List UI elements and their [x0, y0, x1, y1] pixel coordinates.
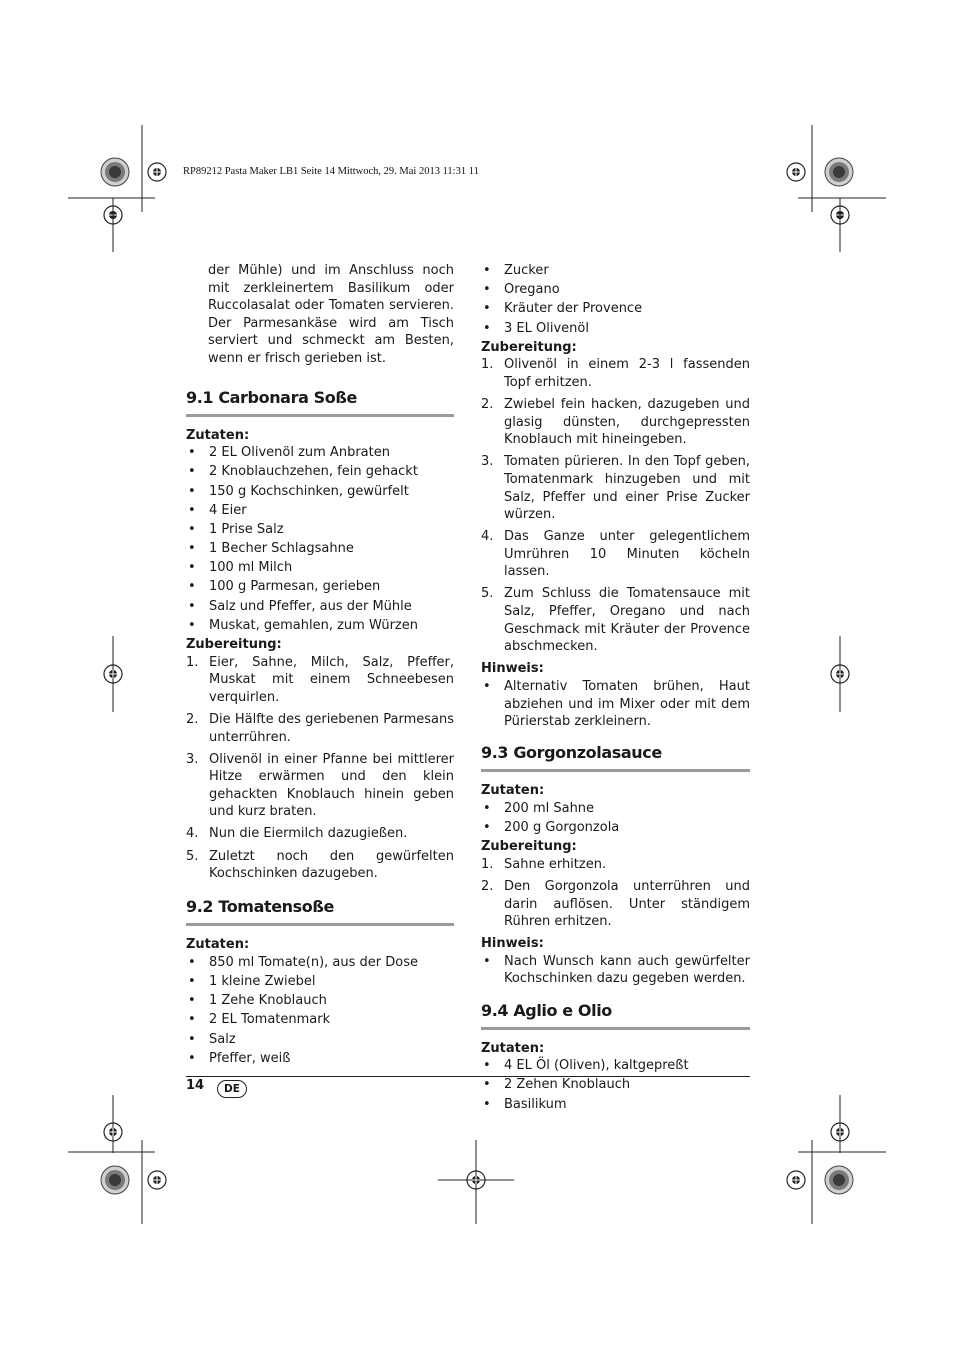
step-text: Sahne erhitzen.	[504, 856, 607, 872]
bullet-icon: •	[483, 1077, 491, 1093]
list-item	[481, 1096, 750, 1114]
registration-cross-icon	[148, 163, 166, 181]
step-item	[481, 453, 750, 523]
step-item	[481, 585, 750, 655]
list-item	[481, 800, 750, 818]
list-item-text: 150 g Kochschinken, gewürfelt	[209, 483, 409, 499]
step-number: 1.	[186, 654, 199, 670]
step-number: 1.	[481, 856, 494, 872]
step-item	[186, 825, 454, 843]
color-target-icon	[101, 158, 129, 186]
ingredients-list-aglio-olio	[481, 1057, 750, 1113]
list-item-text: 200 ml Sahne	[504, 800, 595, 816]
bullet-icon: •	[188, 598, 196, 614]
step-text: Das Ganze unter gelegentlichem Umrühren 10 Minuten köcheln lassen.	[504, 529, 750, 580]
page-number: 14	[186, 1078, 205, 1093]
list-item	[186, 502, 454, 520]
list-item	[186, 954, 454, 972]
ingredients-label: Zutaten:	[481, 1040, 545, 1056]
step-item	[481, 878, 750, 931]
step-item	[186, 848, 454, 883]
step-text: Zum Schluss die Tomatensauce mit Salz, Pfeffer, Oregano und nach Geschmack mit Kräuter der Provence abschmecken.	[504, 586, 750, 655]
list-item-text: 1 Becher Schlagsahne	[209, 541, 354, 557]
list-item	[186, 463, 454, 481]
list-item	[186, 559, 454, 577]
bullet-icon: •	[483, 678, 491, 694]
section-title-carbonara: 9.1 Carbonara Soße	[186, 389, 454, 417]
list-item-text: 2 Zehen Knoblauch	[504, 1077, 631, 1093]
list-item	[481, 953, 750, 988]
step-number: 2.	[186, 711, 199, 727]
list-item-text: Nach Wunsch kann auch gewürfelter Kochschinken dazu gegeben werden.	[504, 953, 750, 987]
section-title-aglio-olio: 9.4 Aglio e Olio	[481, 1002, 750, 1030]
step-number: 4.	[186, 826, 199, 842]
step-number: 4.	[481, 529, 494, 545]
color-target-icon	[101, 1166, 129, 1194]
list-item-text: Muskat, gemahlen, zum Würzen	[209, 617, 418, 633]
list-item-text: 3 EL Olivenöl	[504, 320, 589, 336]
bullet-icon: •	[483, 800, 491, 816]
note-label: Hinweis:	[481, 661, 544, 677]
bullet-icon: •	[483, 1096, 491, 1112]
list-item-text: 2 Knoblauchzehen, fein gehackt	[209, 464, 418, 480]
registration-cross-icon	[104, 665, 122, 683]
section-title-tomatensosse: 9.2 Tomatensoße	[186, 898, 454, 926]
bullet-icon: •	[483, 301, 491, 317]
list-item-text: Alternativ Tomaten brühen, Haut abziehen und im Mixer oder mit dem Pürierstab zerkleinern.	[504, 678, 750, 730]
step-number: 2.	[481, 878, 494, 894]
list-item	[481, 300, 750, 318]
bullet-icon: •	[188, 464, 196, 480]
steps-label: Zubereitung:	[481, 339, 577, 355]
list-item	[186, 444, 454, 462]
list-item	[186, 521, 454, 539]
step-text: Die Hälfte des geriebenen Parmesans unterrühren.	[209, 711, 454, 745]
step-text: Zwiebel fein hacken, dazugeben und glasig dünsten, durchgepressten Knoblauch mit hineingeben.	[504, 397, 750, 448]
registration-cross-icon	[787, 163, 805, 181]
list-item	[186, 598, 454, 616]
step-number: 1.	[481, 357, 494, 373]
list-item-text: 1 Zehe Knoblauch	[209, 993, 327, 1009]
step-number: 5.	[481, 586, 494, 602]
list-item-text: Salz	[209, 1031, 236, 1047]
bullet-icon: •	[188, 483, 196, 499]
steps-label: Zubereitung:	[186, 637, 282, 653]
step-text: Den Gorgonzola unterrühren und darin auflösen. Unter ständigem Rühren erhitzen.	[504, 878, 750, 930]
list-item	[481, 678, 750, 731]
list-item	[186, 540, 454, 558]
step-number: 2.	[481, 397, 494, 413]
list-item-text: 1 kleine Zwiebel	[209, 974, 316, 990]
notes-list-gorgonzola	[481, 953, 750, 988]
step-item	[481, 396, 750, 449]
right-column	[481, 262, 750, 1115]
bullet-icon: •	[188, 617, 196, 633]
list-item-text: 4 Eier	[209, 502, 247, 518]
step-text: Olivenöl in einem 2-3 l fassenden Topf erhitzen.	[504, 357, 750, 390]
list-item	[481, 281, 750, 299]
list-item	[481, 262, 750, 280]
list-item	[481, 819, 750, 837]
step-text: Tomaten pürieren. In den Topf geben, Tomatenmark hinzugeben und mit Salz, Pfeffer und einer Prise Zucker würzen.	[504, 454, 750, 523]
bullet-icon: •	[188, 502, 196, 518]
list-item-text: 2 EL Tomatenmark	[209, 1012, 331, 1028]
registration-cross-icon	[831, 206, 849, 224]
step-text: Olivenöl in einer Pfanne bei mittlerer Hitze erwärmen und den klein gehackten Knoblauch hinein geben und kurz braten.	[209, 751, 454, 820]
step-item	[186, 654, 454, 707]
list-item-text: Zucker	[504, 263, 549, 278]
ingredients-list-tomatensosse-cont	[481, 262, 750, 337]
registration-cross-icon	[148, 1171, 166, 1189]
ingredients-list-gorgonzola	[481, 800, 750, 837]
steps-list-tomatensosse	[481, 356, 750, 656]
list-item	[186, 1031, 454, 1049]
bullet-icon: •	[188, 1012, 196, 1028]
bullet-icon: •	[188, 1050, 196, 1066]
ingredients-label: Zutaten:	[481, 783, 545, 799]
list-item-text: 100 g Parmesan, gerieben	[209, 579, 381, 595]
bullet-icon: •	[483, 953, 491, 969]
registration-cross-icon	[787, 1171, 805, 1189]
bullet-icon: •	[483, 1058, 491, 1074]
step-text: Nun die Eiermilch dazugießen.	[209, 826, 408, 842]
step-number: 3.	[186, 751, 199, 767]
ingredients-list-tomatensosse	[186, 954, 454, 1068]
list-item-text: Basilikum	[504, 1096, 567, 1112]
list-item	[186, 992, 454, 1010]
bullet-icon: •	[188, 445, 196, 461]
language-badge: DE	[217, 1080, 247, 1098]
steps-list-carbonara	[186, 654, 454, 883]
step-text: Eier, Sahne, Milch, Salz, Pfeffer, Muskat mit einem Schneebesen verquirlen.	[209, 654, 454, 705]
step-item	[481, 856, 750, 874]
list-item-text: 850 ml Tomate(n), aus der Dose	[209, 954, 418, 970]
step-text: Zuletzt noch den gewürfelten Kochschinken dazugeben.	[209, 848, 454, 882]
registration-cross-icon	[467, 1171, 485, 1189]
bullet-icon: •	[483, 263, 491, 278]
registration-cross-icon	[104, 1123, 122, 1141]
bullet-icon: •	[188, 974, 196, 990]
list-item	[481, 320, 750, 338]
list-item	[186, 483, 454, 501]
color-target-icon	[825, 1166, 853, 1194]
print-header: RP89212 Pasta Maker LB1 Seite 14 Mittwoch, 29. Mai 2013 11:31 11	[183, 166, 479, 177]
ingredients-label: Zutaten:	[186, 427, 250, 443]
step-item	[186, 711, 454, 746]
list-item-text: 200 g Gorgonzola	[504, 820, 620, 836]
bullet-icon: •	[483, 320, 491, 336]
bullet-icon: •	[483, 282, 491, 298]
registration-cross-icon	[831, 1123, 849, 1141]
step-number: 3.	[481, 454, 494, 470]
step-item	[186, 751, 454, 821]
ingredients-list-carbonara	[186, 444, 454, 634]
list-item-text: Oregano	[504, 282, 560, 298]
step-number: 5.	[186, 848, 199, 864]
bullet-icon: •	[188, 579, 196, 595]
bullet-icon: •	[188, 521, 196, 537]
intro-paragraph: der Mühle) und im Anschluss noch mit zerkleinertem Basilikum oder Ruccolasalat oder Tomaten servieren. Der Parmesankäse wird am Tisch serviert und schmeckt am Besten, wenn er frisch gerieben ist.	[208, 263, 454, 366]
list-item-text: Kräuter der Provence	[504, 301, 643, 317]
bullet-icon: •	[188, 541, 196, 557]
ingredients-label: Zutaten:	[186, 937, 250, 953]
list-item-text: 2 EL Olivenöl zum Anbraten	[209, 445, 390, 461]
bullet-icon: •	[188, 954, 196, 970]
note-label: Hinweis:	[481, 936, 544, 952]
bullet-icon: •	[483, 820, 491, 836]
list-item-text: 100 ml Milch	[209, 560, 293, 576]
list-item-text: 1 Prise Salz	[209, 521, 284, 537]
left-column	[186, 262, 454, 1069]
step-item	[481, 356, 750, 391]
section-title-gorgonzola: 9.3 Gorgonzolasauce	[481, 744, 750, 772]
list-item	[186, 973, 454, 991]
list-item	[186, 617, 454, 635]
list-item	[481, 1057, 750, 1075]
color-target-icon	[825, 158, 853, 186]
step-item	[481, 528, 750, 581]
list-item-text: Salz und Pfeffer, aus der Mühle	[209, 598, 412, 614]
list-item	[186, 1011, 454, 1029]
bullet-icon: •	[188, 993, 196, 1009]
list-item	[481, 1076, 750, 1094]
bullet-icon: •	[188, 1031, 196, 1047]
list-item-text: Pfeffer, weiß	[209, 1050, 291, 1066]
list-item	[186, 1050, 454, 1068]
bullet-icon: •	[188, 560, 196, 576]
footer-rule	[186, 1076, 750, 1077]
registration-cross-icon	[104, 206, 122, 224]
list-item	[186, 578, 454, 596]
list-item-text: 4 EL Öl (Oliven), kaltgepreßt	[504, 1058, 689, 1074]
notes-list-tomatensosse	[481, 678, 750, 731]
registration-cross-icon	[831, 665, 849, 683]
steps-list-gorgonzola	[481, 856, 750, 931]
steps-label: Zubereitung:	[481, 839, 577, 855]
